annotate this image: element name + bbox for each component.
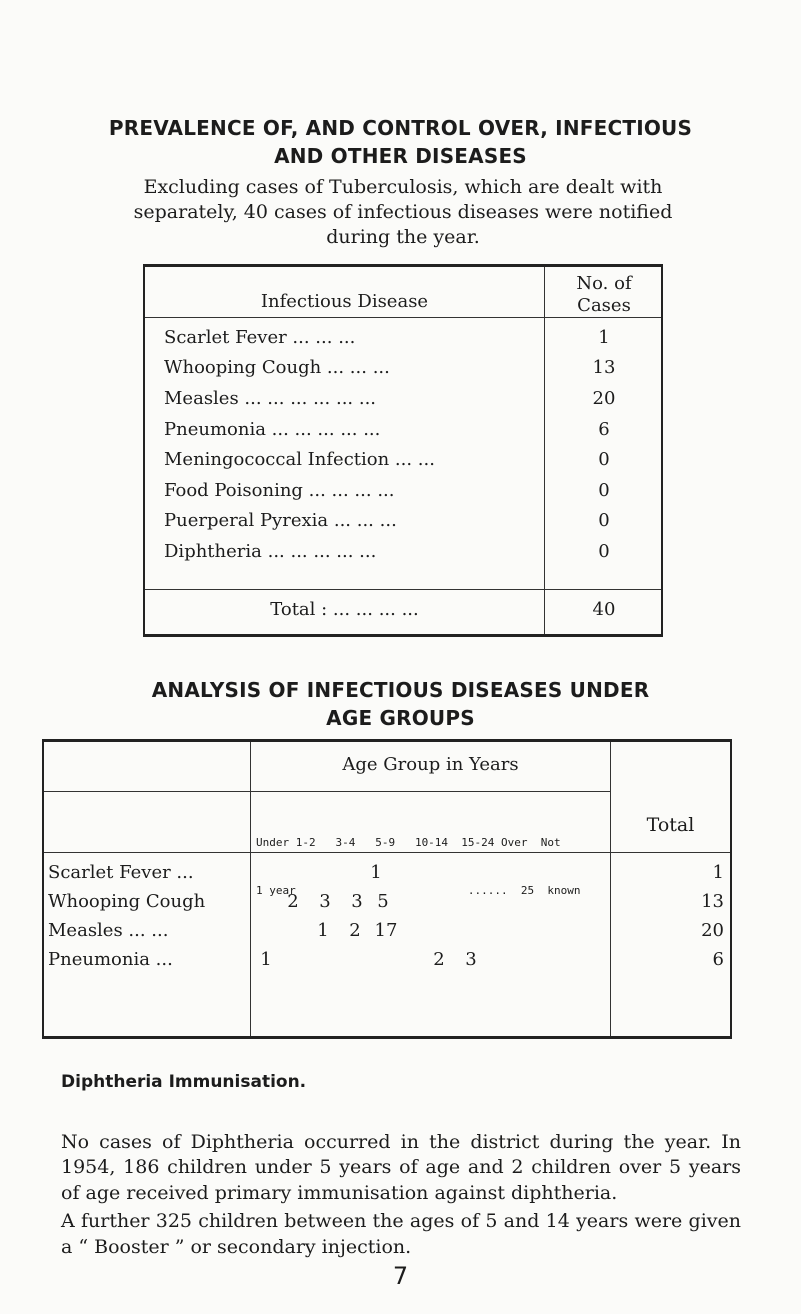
heading-line: PREVALENCE OF, AND CONTROL OVER, INFECTIOUS — [108, 116, 693, 140]
disease-name: Measles ... ... — [48, 920, 169, 941]
disease-name: Puerperal Pyrexia ... ... ... — [164, 510, 397, 531]
heading-line: AGE GROUPS — [326, 706, 475, 730]
header-divider — [145, 317, 661, 318]
section-title: Diphtheria Immunisation. — [61, 1072, 307, 1092]
case-count: 0 — [598, 480, 610, 501]
age-cell: 3 — [319, 891, 331, 912]
age-group-table — [42, 739, 732, 1039]
row-total: 1 — [712, 862, 724, 883]
age-cell: 2 — [433, 949, 445, 970]
paragraph-text: A further 325 children between the ages of 5 and 14 years were given a “ Booster ” or secondary injection. — [61, 1210, 741, 1258]
table-row — [145, 357, 661, 387]
age-cell: 2 — [287, 891, 299, 912]
age-cell: 5 — [377, 891, 389, 912]
row-total: 6 — [712, 949, 724, 970]
case-count: 20 — [592, 388, 616, 409]
column-divider — [250, 742, 251, 1036]
column-divider — [610, 742, 611, 1036]
age-cell: 1 — [260, 949, 272, 970]
case-count: 1 — [598, 327, 610, 348]
header-disease: Infectious Disease — [260, 291, 429, 312]
case-count: 0 — [598, 449, 610, 470]
case-count: 0 — [598, 510, 610, 531]
table-row — [145, 480, 661, 510]
disease-name: Food Poisoning ... ... ... ... — [164, 480, 395, 501]
table-row — [145, 541, 661, 571]
total-divider — [145, 589, 661, 590]
disease-name: Whooping Cough — [48, 891, 206, 912]
page-heading — [0, 114, 801, 170]
total-label: Total : ... ... ... ... — [270, 599, 419, 620]
intro-line: during the year. — [326, 226, 480, 248]
age-subheader-line: 1 year ...... 25 known — [256, 884, 581, 897]
case-count: 13 — [592, 357, 616, 378]
disease-name: Meningococcal Infection ... ... — [164, 449, 435, 470]
disease-name: Measles ... ... ... ... ... ... — [164, 388, 377, 409]
case-count: 0 — [598, 541, 610, 562]
disease-name: Pneumonia ... ... ... ... ... — [164, 419, 381, 440]
header-cases-line: No. of — [576, 273, 632, 294]
age-cell: 2 — [349, 920, 361, 941]
age-group-title: Age Group in Years — [342, 754, 519, 775]
intro-paragraph — [118, 175, 688, 250]
intro-line: Excluding cases of Tuberculosis, which are dealt with — [143, 176, 663, 198]
age-cell: 3 — [351, 891, 363, 912]
table-row — [145, 449, 661, 479]
total-value: 40 — [592, 599, 616, 620]
intro-line: separately, 40 cases of infectious diseases were notified — [133, 201, 673, 223]
table-row — [145, 388, 661, 418]
disease-name: Whooping Cough ... ... ... — [164, 357, 390, 378]
infectious-disease-table — [143, 264, 663, 637]
paragraph-text: No cases of Diphtheria occurred in the district during the year. In 1954, 186 children under 5 years of age and 2 children over 5 years of age received primary immunisation against diphtheria. — [61, 1130, 741, 1204]
header-cases — [545, 273, 663, 317]
total-header: Total — [646, 814, 695, 836]
header-divider — [44, 791, 610, 792]
heading-line: ANALYSIS OF INFECTIOUS DISEASES UNDER — [151, 678, 650, 702]
disease-name: Diphtheria ... ... ... ... ... — [164, 541, 377, 562]
row-total: 20 — [701, 920, 724, 941]
page-number: 7 — [392, 1262, 409, 1290]
age-cell: 3 — [465, 949, 477, 970]
table-row — [145, 510, 661, 540]
body-paragraph — [61, 1104, 741, 1206]
disease-name: Scarlet Fever ... ... ... — [164, 327, 356, 348]
case-count: 6 — [598, 419, 610, 440]
disease-name: Pneumonia ... — [48, 949, 173, 970]
age-cell: 1 — [370, 862, 382, 883]
heading-line: AND OTHER DISEASES — [274, 144, 527, 168]
disease-name: Scarlet Fever ... — [48, 862, 194, 883]
header-cases-line: Cases — [577, 295, 631, 316]
age-cell: 1 — [317, 920, 329, 941]
age-cell: 17 — [374, 920, 398, 941]
body-paragraph — [61, 1209, 741, 1260]
section-heading — [0, 676, 801, 732]
row-total: 13 — [701, 891, 724, 912]
table-row — [145, 419, 661, 449]
age-subheader-line: Under 1-2 3-4 5-9 10-14 15-24 Over Not — [256, 836, 561, 849]
table-row — [145, 327, 661, 357]
